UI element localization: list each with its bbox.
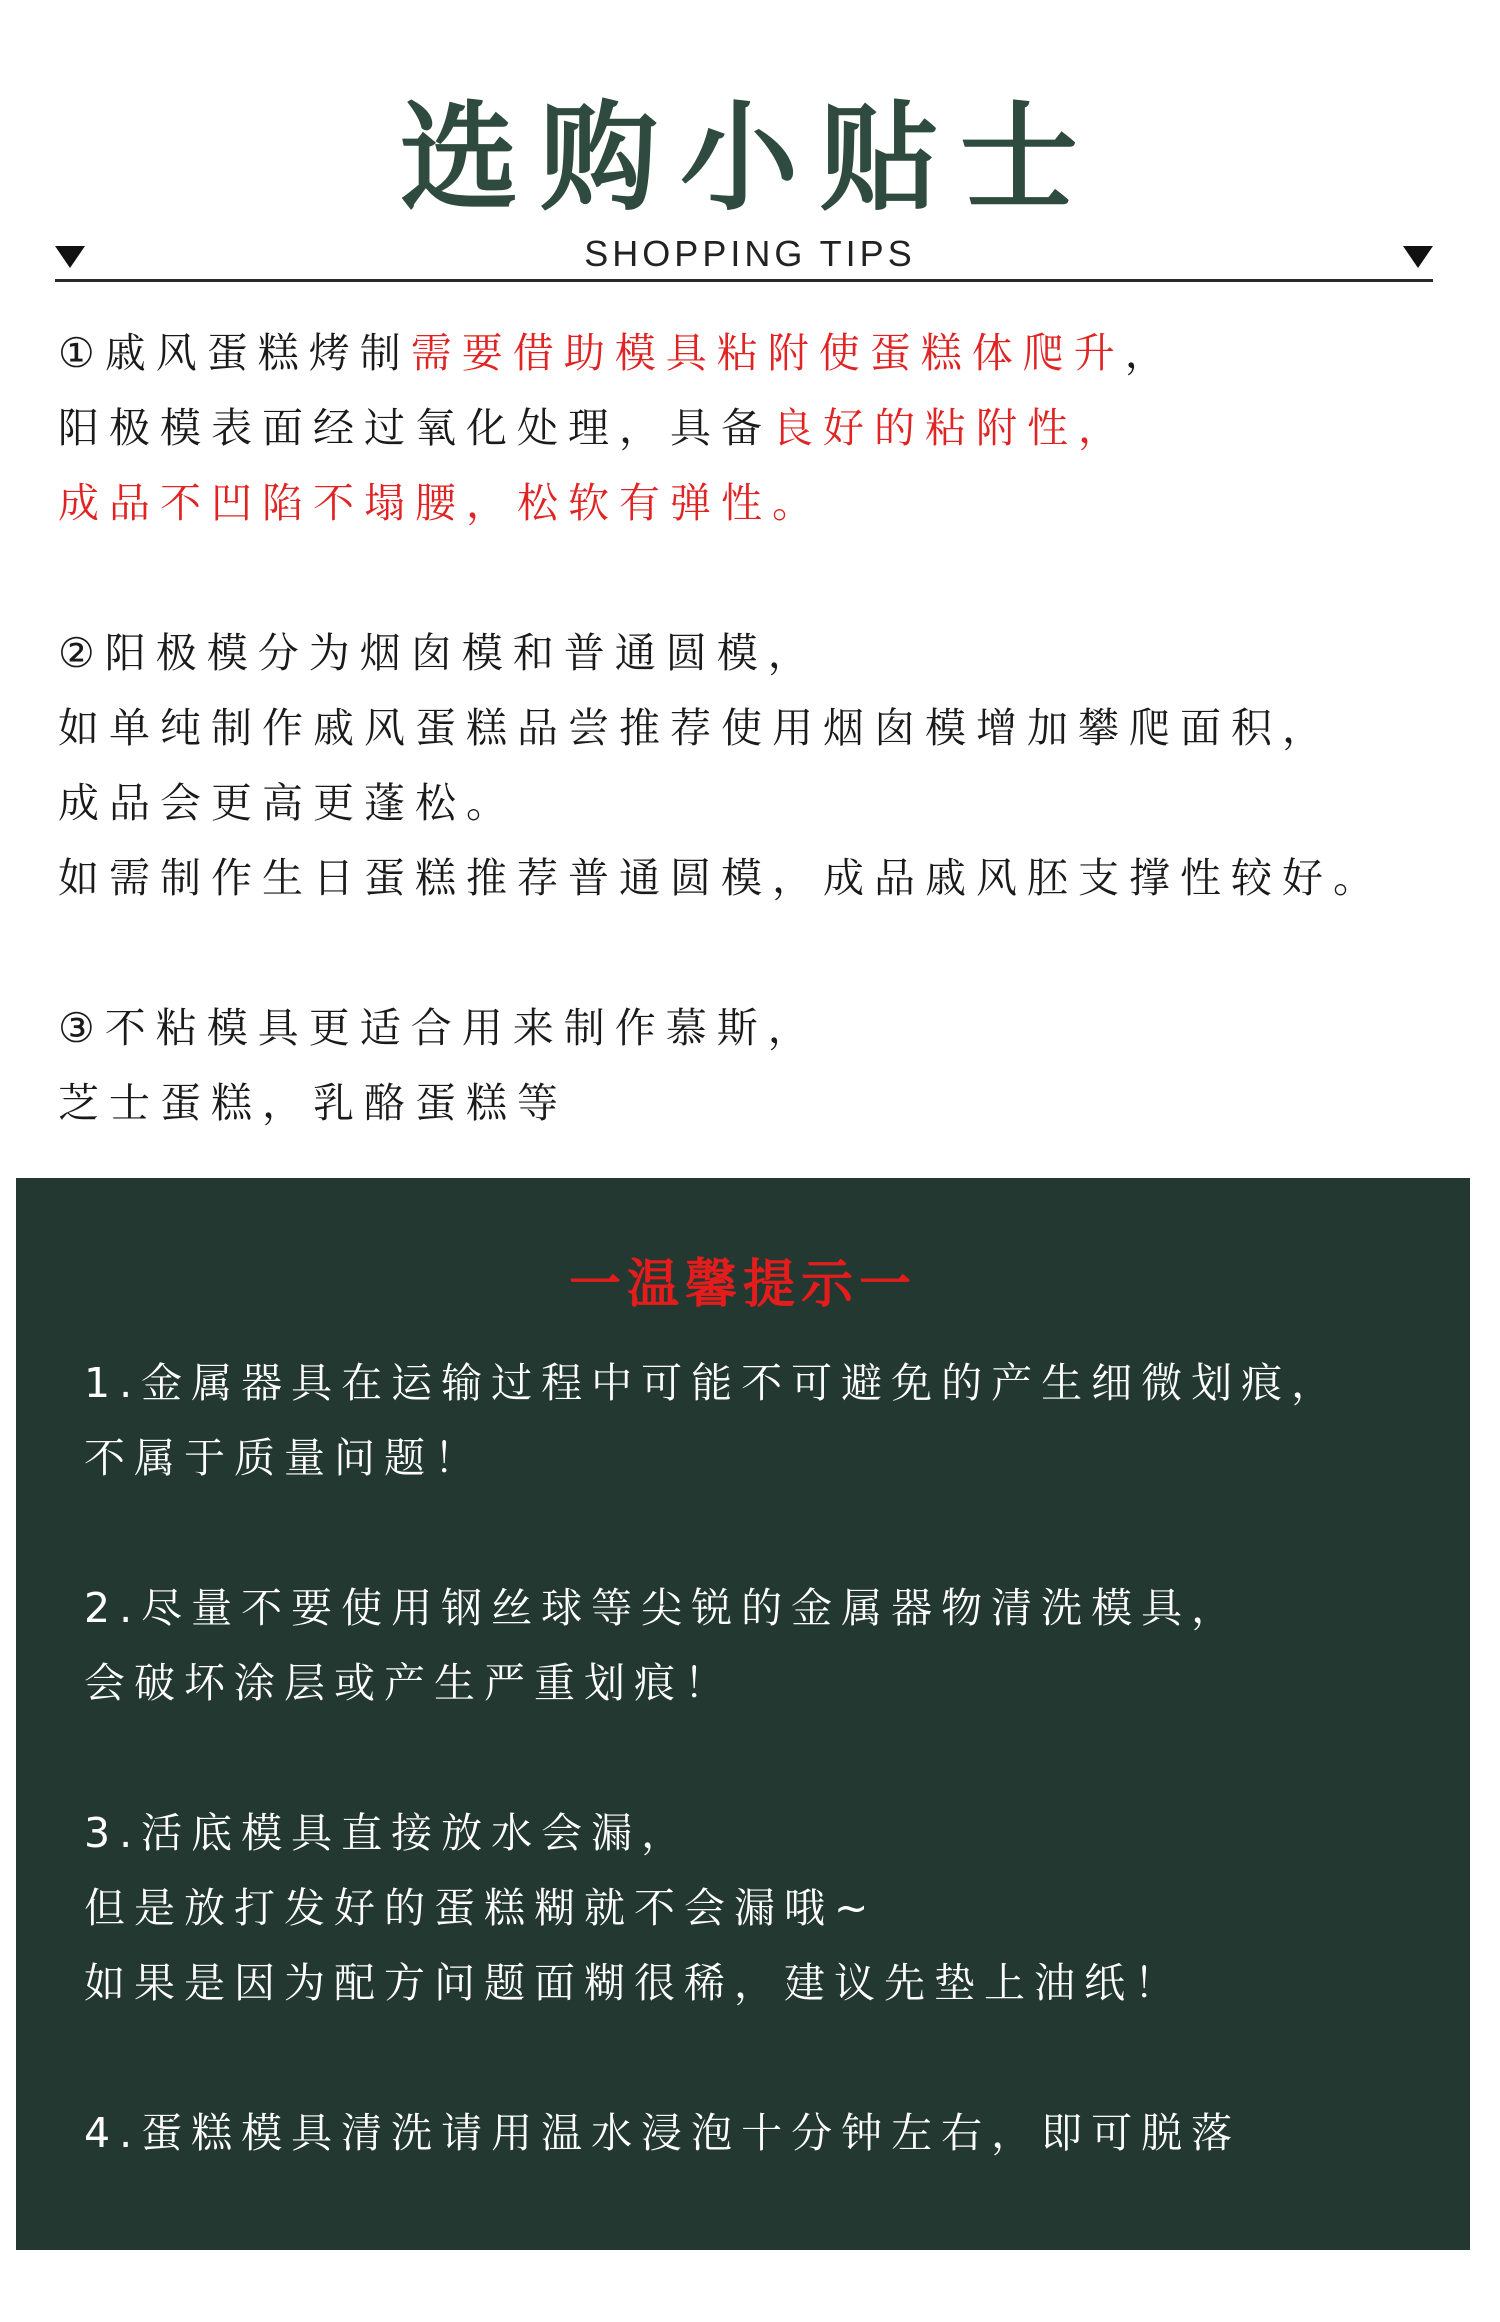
tip-line [58,766,1478,841]
tip-line [58,991,1478,1066]
tip-line [58,1066,1478,1141]
tip-line [58,316,1478,391]
page-title: 选购小贴士 [399,89,1100,227]
triangle-down-icon [1403,246,1433,268]
note-item-4 [84,2096,1464,2171]
tip-text: 如需制作生日蛋糕推荐普通圆模，成品戚风胚支撑性较好。 [58,854,1384,902]
tip-line [58,691,1478,766]
highlight-text: 成品不凹陷不塌腰，松软有弹性。 [58,479,823,527]
note-spacer [84,2021,1464,2096]
note-line: 3.活底模具直接放水会漏， [84,1809,692,1857]
highlight-text: 良好的粘附性， [772,404,1129,452]
note-line: 1.金属器具在运输过程中可能不可避免的产生细微划痕， [84,1359,1342,1407]
note-line: 会破坏涂层或产生严重划痕！ [84,1659,734,1707]
tip-spacer [58,916,1478,991]
shopping-tips-list [58,316,1478,1141]
tip-text: 阳极模表面经过氧化处理，具备 [58,404,772,452]
note-spacer [84,1721,1464,1796]
note-line: 4.蛋糕模具清洗请用温水浸泡十分钟左右，即可脱落 [84,2109,1242,2157]
tip-text: 芝士蛋糕，乳酪蛋糕等 [58,1079,568,1127]
tip-line [58,616,1478,691]
note-line: 但是放打发好的蛋糕糊就不会漏哦~ [84,1884,878,1932]
tip-item-2 [58,616,1478,916]
tip-line [58,466,1478,541]
tip-text: 如单纯制作戚风蛋糕品尝推荐使用烟囱模增加攀爬面积， [58,704,1333,752]
tip-line [58,841,1478,916]
note-spacer [84,1496,1464,1571]
triangle-down-icon [55,246,85,268]
note-line: 不属于质量问题！ [84,1434,484,1482]
tip-text: 成品会更高更蓬松。 [58,779,517,827]
tip-text: ②阳极模分为烟囱模和普通圆模， [58,629,819,677]
page-subtitle: SHOPPING TIPS [584,233,916,274]
tip-text: ， [1124,329,1176,377]
note-line: 2.尽量不要使用钢丝球等尖锐的金属器物清洗模具， [84,1584,1242,1632]
tip-text: ③不粘模具更适合用来制作慕斯， [58,1004,819,1052]
header-divider [55,279,1433,282]
warm-reminder-list [84,1346,1464,2171]
tip-item-1 [58,316,1478,541]
note-item-1 [84,1346,1464,1496]
warm-reminder-title: 一温馨提示一 [568,1255,917,1315]
tip-spacer [58,541,1478,616]
note-item-2 [84,1571,1464,1721]
tip-text: ①戚风蛋糕烤制 [58,329,411,377]
note-line: 如果是因为配方问题面糊很稀，建议先垫上油纸！ [84,1959,1184,2007]
highlight-text: 需要借助模具粘附使蛋糕体爬升 [410,329,1125,377]
warm-reminder-panel [16,1178,1470,2250]
tip-line [58,391,1478,466]
note-item-3 [84,1796,1464,2021]
tip-item-3 [58,991,1478,1141]
